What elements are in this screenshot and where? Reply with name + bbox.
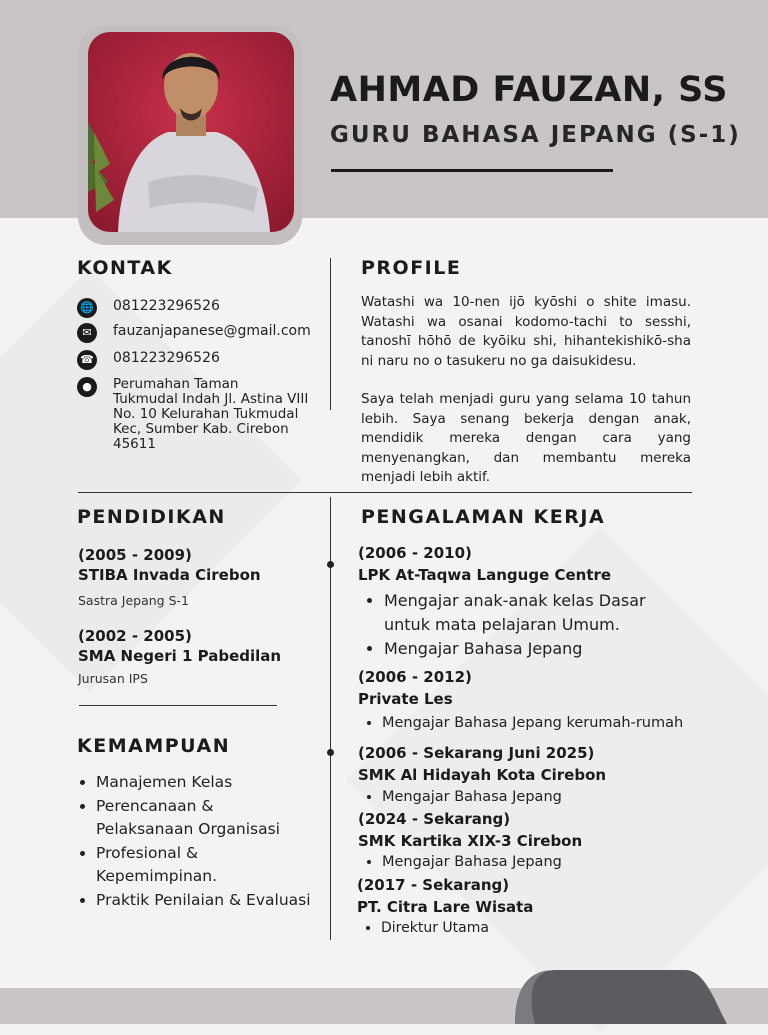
contact-heading: KONTAK: [77, 257, 173, 279]
skills-heading: KEMAMPUAN: [77, 735, 231, 757]
mail-icon: ✉: [77, 323, 97, 343]
job-period: (2006 - 2012): [358, 668, 472, 686]
address-line: Perumahan Taman: [113, 376, 239, 392]
skill-item: • Manajemen Kelas: [96, 771, 311, 795]
job-period: (2024 - Sekarang): [358, 810, 511, 828]
education-heading: PENDIDIKAN: [77, 506, 226, 528]
address-line: 45611: [113, 436, 156, 452]
address-line: Kec, Sumber Kab. Cirebon: [113, 421, 289, 437]
address-line: Tukmudal Indah Jl. Astina VIII: [113, 391, 309, 407]
profile-paragraph: Saya telah menjadi guru yang selama 10 tahun lebih. Saya senang bekerja dengan anak, mendidik mereka dengan cara yang menyenangkan, dan membantu mereka menjadi lebih aktif.: [361, 391, 691, 485]
job-duties: [365, 589, 646, 661]
timeline-dot: [327, 749, 334, 756]
job-duty: • Mengajar Bahasa Jepang: [384, 637, 646, 661]
education-school: STIBA Invada Cirebon: [78, 566, 261, 584]
job-duty: • Mengajar Bahasa Jepang: [382, 853, 562, 871]
job-duty: • Direktur Utama: [381, 919, 489, 937]
job-company: LPK At-Taqwa Languge Centre: [358, 566, 612, 584]
education-period: (2005 - 2009): [78, 546, 192, 564]
job-company: PT. Citra Lare Wisata: [357, 898, 534, 916]
profile-photo: [88, 32, 294, 232]
experience-heading: PENGALAMAN KERJA: [361, 506, 606, 528]
ribbon-decoration: [505, 962, 735, 1024]
education-major: Sastra Jepang S-1: [78, 593, 189, 608]
timeline-dot: [327, 561, 334, 568]
contact-text[interactable]: fauzanjapanese@gmail.com: [113, 323, 311, 339]
candidate-name: AHMAD FAUZAN, SS: [330, 70, 728, 110]
contact-text[interactable]: 081223296526: [113, 350, 220, 366]
address-line: No. 10 Kelurahan Tukmudal: [113, 406, 299, 422]
job-company: Private Les: [358, 690, 453, 708]
skill-item: • Perencanaan & Pelaksanaan Organisasi: [96, 795, 311, 842]
horizontal-divider: [78, 492, 692, 493]
job-period: (2006 - Sekarang Juni 2025): [358, 744, 595, 762]
address-block: [113, 377, 308, 452]
globe-icon: 🌐: [77, 298, 97, 318]
skills-list: [77, 771, 311, 912]
header-divider: [331, 169, 613, 172]
skill-item: • Praktik Penilaian & Evaluasi: [96, 889, 311, 913]
job-duties: [362, 919, 489, 937]
job-period: (2017 - Sekarang): [357, 876, 510, 894]
profile-heading: PROFILE: [361, 257, 462, 279]
education-major: Jurusan IPS: [78, 671, 148, 686]
job-company: SMK Al Hidayah Kota Cirebon: [358, 766, 607, 784]
job-duties: [363, 788, 562, 806]
job-title: GURU BAHASA JEPANG (S-1): [330, 122, 741, 148]
skill-item: • Profesional & Kepemimpinan.: [96, 842, 311, 889]
section-divider: [79, 705, 277, 706]
location-pin-icon: ●: [77, 377, 97, 397]
job-duty: • Mengajar Bahasa Jepang: [382, 788, 562, 806]
vertical-divider: [330, 258, 331, 410]
job-period: (2006 - 2010): [358, 544, 472, 562]
education-school: SMA Negeri 1 Pabedilan: [78, 647, 282, 665]
job-duties: [363, 853, 562, 871]
job-duty: • Mengajar Bahasa Jepang kerumah-rumah: [382, 714, 683, 732]
phone-icon: ☎: [77, 350, 97, 370]
job-duty: • Mengajar anak-anak kelas Dasar untuk mata pelajaran Umum.: [384, 589, 646, 637]
job-company: SMK Kartika XIX-3 Cirebon: [358, 832, 583, 850]
profile-paragraph: Watashi wa 10-nen ijō kyōshi o shite imasu. Watashi wa osanai kodomo-tachi to sesshi, tanoshī hōhō de kyōiku shi, hihantekishikō-sha ni naru no o tasukeru no ga daisukidesu.: [361, 294, 691, 369]
contact-text: 081223296526: [113, 298, 220, 314]
job-duties: [363, 714, 683, 732]
education-period: (2002 - 2005): [78, 627, 192, 645]
